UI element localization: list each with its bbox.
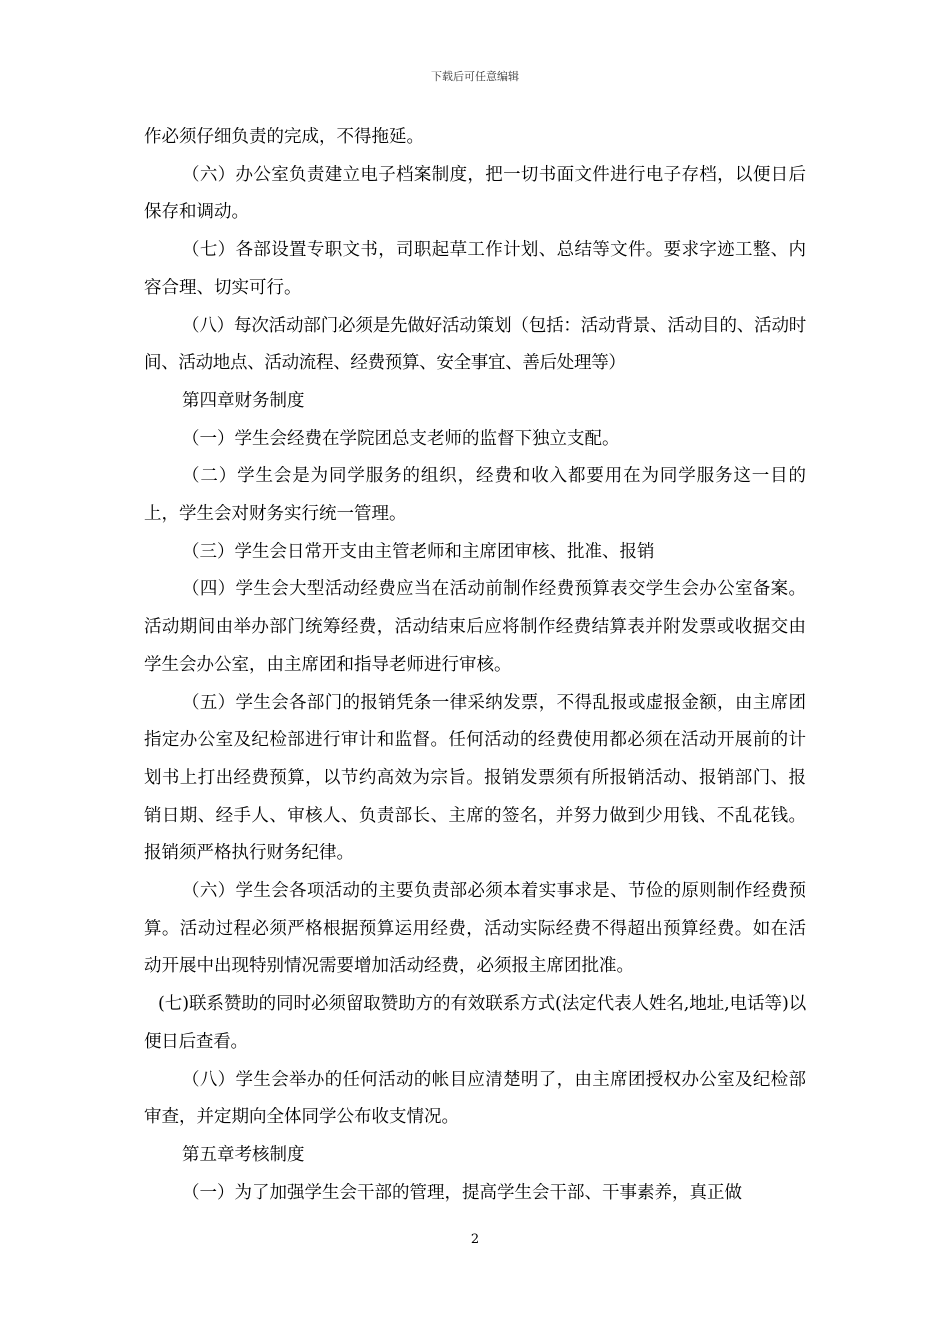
paragraph-item: （三）学生会日常开支由主管老师和主席团审核、批准、报销 (182, 541, 655, 562)
paragraph-item: （七）各部设置专职文书，司职起草工作计划、总结等文件。要求字迹工整、内容合理、切实可行。 (144, 240, 806, 298)
paragraph-item: （二）学生会是为同学服务的组织，经费和收入都要用在为同学服务这一目的上，学生会对财务实行统一管理。 (144, 466, 806, 525)
paragraph-item: （八）每次活动部门必须是先做好活动策划（包括：活动背景、活动目的、活动时间、活动地点、活动流程、经费预算、安全事宜、善后处理等） (144, 315, 806, 374)
paragraph-item: （一）为了加强学生会干部的管理，提高学生会干部、干事素养，真正做 (182, 1182, 742, 1203)
paragraph-item: （六）办公室负责建立电子档案制度，把一切书面文件进行电子存档，以便日后保存和调动。 (144, 164, 806, 223)
paragraph-item: （一）学生会经费在学院团总支老师的监督下独立支配。 (182, 428, 620, 449)
paragraph-item: （六）学生会各项活动的主要负责部必须本着实事求是、节俭的原则制作经费预算。活动过程必须严格根据预算运用经费，活动实际经费不得超出预算经费。如在活动开展中出现特别情况需要增加活动经费，必须报主席团批准。 (144, 881, 806, 977)
paragraph-item: （四）学生会大型活动经费应当在活动前制作经费预算表交学生会办公室备案。活动期间由举办部门统筹经费，活动结束后应将制作经费结算表并附发票或收据交由学生会办公室，由主席团和指导老师进行审核。 (144, 579, 806, 675)
paragraph-item: (七)联系赞助的同时必须留取赞助方的有效联系方式(法定代表人姓名,地址,电话等)以便日后查看。 (144, 994, 806, 1052)
paragraph-item: （五）学生会各部门的报销凭条一律采纳发票，不得乱报或虚报金额，由主席团指定办公室及纪检部进行审计和监督。任何活动的经费使用都必须在活动开展前的计划书上打出经费预算，以节约高效为宗旨。报销发票须有所报销活动、报销部门、报销日期、经手人、审核人、负责部长、主席的签名，并努力做到少用钱、不乱花钱。报销须严格执行财务纪律。 (144, 692, 806, 864)
document-body (144, 119, 806, 1212)
paragraph-item: （八）学生会举办的任何活动的帐目应清楚明了，由主席团授权办公室及纪检部审查，并定期向全体同学公布收支情况。 (144, 1069, 806, 1128)
chapter-heading: 第四章财务制度 (182, 390, 305, 411)
page-header: 下载后可任意编辑 (431, 70, 519, 83)
chapter-heading: 第五章考核制度 (182, 1144, 305, 1165)
paragraph-continuation: 作必须仔细负责的完成，不得拖延。 (144, 127, 424, 147)
page-number: 2 (470, 1232, 480, 1247)
